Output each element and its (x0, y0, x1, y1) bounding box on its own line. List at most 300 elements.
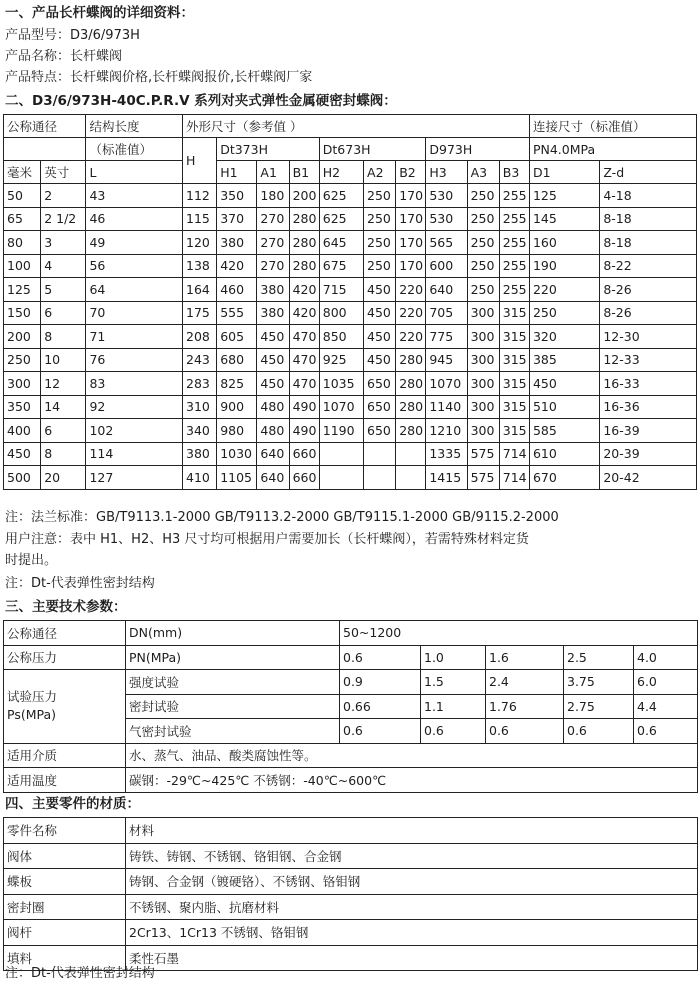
table-cell: 243 (183, 348, 217, 372)
pn-value: 1.6 (486, 645, 564, 670)
table-row (4, 894, 698, 920)
table-cell: 670 (529, 466, 599, 490)
table-cell: 170 (396, 254, 426, 278)
h3-header: H3 (426, 161, 467, 184)
l-header: L (86, 161, 183, 184)
table-cell: 640 (426, 278, 467, 302)
table-cell: 127 (86, 466, 183, 490)
table-row (4, 843, 698, 869)
table-cell: 450 (4, 442, 41, 466)
outline-header: 外形尺寸（参考值 ） (183, 115, 530, 138)
table-cell (396, 466, 426, 490)
table-cell: 775 (426, 325, 467, 349)
table-cell: 450 (257, 372, 289, 396)
table-cell: 164 (183, 278, 217, 302)
seal-label: 密封试验 (126, 694, 340, 719)
table-cell: 4 (41, 254, 86, 278)
b3-header: B3 (499, 161, 529, 184)
table-cell: 660 (289, 442, 319, 466)
table-cell: 114 (86, 442, 183, 466)
table-cell: 83 (86, 372, 183, 396)
table-cell: 255 (499, 231, 529, 255)
table-cell: 650 (364, 419, 396, 443)
table-header-row (4, 161, 697, 184)
table-cell: 250 (364, 184, 396, 208)
table-cell: 250 (529, 301, 599, 325)
dt673-header: Dt673H (319, 138, 426, 161)
table-cell: 220 (529, 278, 599, 302)
table-cell: 280 (396, 372, 426, 396)
table-cell: 380 (217, 231, 257, 255)
table-row (4, 442, 697, 466)
table-cell: 825 (217, 372, 257, 396)
table-cell: 280 (289, 254, 319, 278)
table-cell: 645 (319, 231, 363, 255)
table-row (4, 621, 698, 646)
table-row (4, 419, 697, 443)
table-cell: 180 (257, 184, 289, 208)
table-cell: 510 (529, 395, 599, 419)
pressure-label: 公称压力 (4, 645, 126, 670)
air-value: 0.6 (486, 719, 564, 744)
table-cell: 400 (4, 419, 41, 443)
table-cell: 270 (257, 207, 289, 231)
table-cell: 208 (183, 325, 217, 349)
table-cell: 138 (183, 254, 217, 278)
struct-len-header: 结构长度 (86, 115, 183, 138)
table-cell: 470 (289, 325, 319, 349)
seal-value: 1.76 (486, 694, 564, 719)
table-cell: 380 (183, 442, 217, 466)
table-cell: 925 (319, 348, 363, 372)
d973-header: D973H (426, 138, 530, 161)
table-cell: 350 (4, 395, 41, 419)
table-cell: 320 (529, 325, 599, 349)
table-cell: 250 (364, 254, 396, 278)
h2-header: H2 (319, 161, 363, 184)
inch-header: 英寸 (41, 161, 86, 184)
product-name: 产品名称：长杆蝶阀 (5, 49, 123, 64)
table-row (4, 325, 697, 349)
table-cell: 50 (4, 184, 41, 208)
table-cell: 200 (289, 184, 319, 208)
table-cell: 450 (364, 325, 396, 349)
h-header: H (183, 138, 217, 184)
strength-value: 3.75 (564, 670, 634, 695)
table-row (4, 466, 697, 490)
table-cell: 125 (4, 278, 41, 302)
table-cell: 80 (4, 231, 41, 255)
table-cell: 8-18 (600, 231, 697, 255)
table-cell: 102 (86, 419, 183, 443)
table-cell: 300 (467, 372, 499, 396)
table-cell: 410 (183, 466, 217, 490)
table-cell: 280 (289, 207, 319, 231)
pn-value: 0.6 (340, 645, 421, 670)
table-cell: 115 (183, 207, 217, 231)
section4-title: 四、主要零件的材质： (5, 796, 140, 812)
table-cell: 1105 (217, 466, 257, 490)
table-cell: 575 (467, 466, 499, 490)
table-cell: 250 (364, 231, 396, 255)
table-cell: 625 (319, 207, 363, 231)
table-cell: 420 (289, 301, 319, 325)
table-cell: 1335 (426, 442, 467, 466)
table-row (4, 743, 698, 768)
user-notice: 用户注意：表中 H1、H2、H3 尺寸均可根据用户需要加长（长杆蝶阀），若需特殊材料定货 (5, 532, 529, 547)
a2-header: A2 (364, 161, 396, 184)
table-cell: 10 (41, 348, 86, 372)
air-value: 0.6 (564, 719, 634, 744)
table-cell: 20-39 (600, 442, 697, 466)
table-row (4, 301, 697, 325)
table-cell: 8-18 (600, 207, 697, 231)
b2-header: B2 (396, 161, 426, 184)
table-cell: 8-26 (600, 301, 697, 325)
table-row (4, 645, 698, 670)
table-cell: 5 (41, 278, 86, 302)
table-row (4, 768, 698, 793)
dt-note: 注：Dt-代表弹性密封结构 (5, 576, 155, 591)
table-cell: 160 (529, 231, 599, 255)
table-cell: 675 (319, 254, 363, 278)
dimension-table (3, 114, 697, 490)
table-cell: 420 (217, 254, 257, 278)
table-row (4, 869, 698, 895)
table-cell: 625 (319, 184, 363, 208)
table-cell: 450 (257, 325, 289, 349)
table-cell: 270 (257, 254, 289, 278)
table-cell: 650 (364, 395, 396, 419)
part-name-cell: 阀杆 (4, 920, 126, 946)
strength-label: 强度试验 (126, 670, 340, 695)
table-cell: 43 (86, 184, 183, 208)
material-cell: 铸钢、合金钢（镀硬铬）、不锈钢、铬钼钢 (126, 869, 698, 895)
table-cell: 65 (4, 207, 41, 231)
air-value: 0.6 (421, 719, 486, 744)
table-cell: 6 (41, 301, 86, 325)
a3-header: A3 (467, 161, 499, 184)
mm-header: 毫米 (4, 161, 41, 184)
table-cell: 16-33 (600, 372, 697, 396)
table-cell: 470 (289, 372, 319, 396)
table-cell: 3 (41, 231, 86, 255)
table-cell: 315 (499, 419, 529, 443)
medium-label: 适用介质 (4, 743, 126, 768)
table-cell: 714 (499, 442, 529, 466)
table-cell: 250 (4, 348, 41, 372)
table-cell: 280 (289, 231, 319, 255)
table-cell: 600 (426, 254, 467, 278)
table-cell: 8 (41, 442, 86, 466)
pn-value: 4.0 (634, 645, 698, 670)
table-cell: 255 (499, 278, 529, 302)
table-cell: 220 (396, 278, 426, 302)
table-cell: 800 (319, 301, 363, 325)
table-cell: 300 (467, 419, 499, 443)
table-cell: 300 (4, 372, 41, 396)
table-cell: 575 (467, 442, 499, 466)
table-cell (364, 466, 396, 490)
air-value: 0.6 (634, 719, 698, 744)
medium-value: 水、蒸气、油品、酸类腐蚀性等。 (126, 743, 698, 768)
part-name-cell: 密封圈 (4, 894, 126, 920)
table-cell: 555 (217, 301, 257, 325)
product-features: 产品特点：长杆蝶阀价格,长杆蝶阀报价,长杆蝶阀厂家 (5, 70, 313, 85)
table-cell: 46 (86, 207, 183, 231)
material-cell: 铸铁、铸钢、不锈钢、铬钼钢、合金钢 (126, 843, 698, 869)
table-cell: 340 (183, 419, 217, 443)
pn-value: 1.0 (421, 645, 486, 670)
table-cell: 12-33 (600, 348, 697, 372)
table-header-row (4, 138, 697, 161)
material-note: 注：Dt-代表弹性密封结构 (5, 966, 155, 981)
table-cell: 480 (257, 419, 289, 443)
table-cell: 12 (41, 372, 86, 396)
strength-value: 2.4 (486, 670, 564, 695)
table-cell: 20 (41, 466, 86, 490)
table-cell: 76 (86, 348, 183, 372)
table-row (4, 920, 698, 946)
table-cell: 300 (467, 348, 499, 372)
table-cell: 350 (217, 184, 257, 208)
table-cell: 170 (396, 184, 426, 208)
table-cell: 900 (217, 395, 257, 419)
table-row (4, 231, 697, 255)
h1-header: H1 (217, 161, 257, 184)
tech-param-table (3, 620, 698, 793)
table-cell: 315 (499, 325, 529, 349)
table-cell: 280 (396, 419, 426, 443)
table-cell: 16-39 (600, 419, 697, 443)
table-cell: 715 (319, 278, 363, 302)
table-cell: 370 (217, 207, 257, 231)
table-cell: 255 (499, 207, 529, 231)
table-cell: 250 (364, 207, 396, 231)
table-cell: 2 1/2 (41, 207, 86, 231)
dn-label: DN(mm) (126, 621, 340, 646)
table-cell: 120 (183, 231, 217, 255)
table-cell: 530 (426, 207, 467, 231)
section1-title: 一、产品长杆蝶阀的详细资料： (5, 5, 194, 21)
part-header: 零件名称 (4, 818, 126, 844)
temp-value: 碳钢：-29℃~425℃ 不锈钢：-40℃~600℃ (126, 768, 698, 793)
table-cell: 310 (183, 395, 217, 419)
table-cell: 2 (41, 184, 86, 208)
strength-value: 6.0 (634, 670, 698, 695)
table-cell: 49 (86, 231, 183, 255)
table-cell (364, 442, 396, 466)
table-cell: 565 (426, 231, 467, 255)
section3-title: 三、主要技术参数： (5, 599, 127, 615)
table-cell (396, 442, 426, 466)
table-cell: 1070 (426, 372, 467, 396)
material-table (3, 817, 698, 971)
table-cell: 56 (86, 254, 183, 278)
user-notice-cont: 时提出。 (5, 553, 58, 568)
std-header: （标准值） (86, 138, 183, 161)
table-cell: 1210 (426, 419, 467, 443)
nominal-header-cont (4, 138, 86, 161)
table-cell: 170 (396, 207, 426, 231)
air-value: 0.6 (340, 719, 421, 744)
table-cell: 270 (257, 231, 289, 255)
table-cell: 125 (529, 184, 599, 208)
table-cell: 605 (217, 325, 257, 349)
table-cell: 945 (426, 348, 467, 372)
table-cell: 315 (499, 348, 529, 372)
table-cell: 8 (41, 325, 86, 349)
table-cell: 150 (4, 301, 41, 325)
table-cell: 450 (364, 278, 396, 302)
table-cell (319, 466, 363, 490)
table-cell: 1190 (319, 419, 363, 443)
flange-standard-note: 注：法兰标准：GB/T9113.1-2000 GB/T9113.2-2000 GB/T9115.1-2000 GB/9115.2-2000 (5, 510, 559, 525)
seal-value: 2.75 (564, 694, 634, 719)
table-cell: 250 (467, 207, 499, 231)
table-cell: 145 (529, 207, 599, 231)
table-cell: 6 (41, 419, 86, 443)
table-cell: 470 (289, 348, 319, 372)
table-cell: 300 (467, 301, 499, 325)
table-cell: 170 (396, 231, 426, 255)
table-cell: 250 (467, 278, 499, 302)
table-cell: 530 (426, 184, 467, 208)
zd-header: Z-d (600, 161, 697, 184)
b1-header: B1 (289, 161, 319, 184)
d1-header: D1 (529, 161, 599, 184)
table-cell: 8-22 (600, 254, 697, 278)
table-cell: 200 (4, 325, 41, 349)
table-row (4, 207, 697, 231)
test-label-line2: Ps(MPa) (7, 707, 57, 723)
table-cell: 650 (364, 372, 396, 396)
table-row (4, 395, 697, 419)
nominal-header: 公称通径 (4, 115, 86, 138)
table-row (4, 278, 697, 302)
table-cell: 1070 (319, 395, 363, 419)
table-cell: 250 (467, 184, 499, 208)
table-cell: 255 (499, 254, 529, 278)
part-name-cell: 蝶板 (4, 869, 126, 895)
strength-value: 1.5 (421, 670, 486, 695)
table-cell: 280 (396, 348, 426, 372)
table-cell: 660 (289, 466, 319, 490)
pn-value: 2.5 (564, 645, 634, 670)
table-cell: 280 (396, 395, 426, 419)
table-cell: 4-18 (600, 184, 697, 208)
table-cell: 112 (183, 184, 217, 208)
table-cell: 480 (257, 395, 289, 419)
strength-value: 0.9 (340, 670, 421, 695)
air-label: 气密封试验 (126, 719, 340, 744)
material-cell: 不锈钢、聚内脂、抗磨材料 (126, 894, 698, 920)
table-cell: 450 (257, 348, 289, 372)
table-cell: 315 (499, 372, 529, 396)
table-cell (319, 442, 363, 466)
table-cell: 92 (86, 395, 183, 419)
table-row (4, 818, 698, 844)
test-pressure-label (4, 670, 126, 744)
table-cell: 175 (183, 301, 217, 325)
test-label-line1: 试验压力 (7, 689, 58, 705)
table-cell: 640 (257, 442, 289, 466)
table-row (4, 372, 697, 396)
nominal-label: 公称通径 (4, 621, 126, 646)
part-name-cell: 阀体 (4, 843, 126, 869)
table-cell: 283 (183, 372, 217, 396)
table-cell: 610 (529, 442, 599, 466)
material-cell: 柔性石墨 (126, 945, 698, 971)
table-cell: 100 (4, 254, 41, 278)
seal-value: 4.4 (634, 694, 698, 719)
table-cell: 300 (467, 325, 499, 349)
table-row (4, 670, 698, 695)
table-cell: 71 (86, 325, 183, 349)
table-cell: 255 (499, 184, 529, 208)
conn-header: 连接尺寸（标准值） (529, 115, 696, 138)
table-cell: 380 (257, 278, 289, 302)
table-cell: 500 (4, 466, 41, 490)
table-row (4, 348, 697, 372)
table-cell: 450 (529, 372, 599, 396)
table-cell: 8-26 (600, 278, 697, 302)
table-cell: 490 (289, 419, 319, 443)
temp-label: 适用温度 (4, 768, 126, 793)
table-cell: 20-42 (600, 466, 697, 490)
table-cell: 250 (467, 254, 499, 278)
table-cell: 315 (499, 301, 529, 325)
table-cell: 1140 (426, 395, 467, 419)
dn-value: 50~1200 (340, 621, 698, 646)
table-cell: 12-30 (600, 325, 697, 349)
table-cell: 420 (289, 278, 319, 302)
table-cell: 300 (467, 395, 499, 419)
table-cell: 450 (364, 301, 396, 325)
seal-value: 1.1 (421, 694, 486, 719)
table-cell: 1415 (426, 466, 467, 490)
table-cell: 220 (396, 325, 426, 349)
table-cell: 1035 (319, 372, 363, 396)
table-cell: 1030 (217, 442, 257, 466)
material-header: 材料 (126, 818, 698, 844)
table-cell: 460 (217, 278, 257, 302)
table-cell: 850 (319, 325, 363, 349)
table-cell: 16-36 (600, 395, 697, 419)
pn-label: PN(MPa) (126, 645, 340, 670)
part-name-cell: 填料 (4, 945, 126, 971)
table-cell: 980 (217, 419, 257, 443)
table-cell: 220 (396, 301, 426, 325)
table-row (4, 254, 697, 278)
table-cell: 14 (41, 395, 86, 419)
section2-title: 二、D3/6/973H-40C.P.R.V 系列对夹式弹性金属硬密封蝶阀： (5, 93, 397, 109)
table-header-row (4, 115, 697, 138)
a1-header: A1 (257, 161, 289, 184)
table-cell: 450 (364, 348, 396, 372)
table-cell: 385 (529, 348, 599, 372)
pn-header: PN4.0MPa (529, 138, 696, 161)
table-cell: 190 (529, 254, 599, 278)
dt373-header: Dt373H (217, 138, 320, 161)
table-cell: 250 (467, 231, 499, 255)
table-cell: 64 (86, 278, 183, 302)
material-cell: 2Cr13、1Cr13 不锈钢、铬钼钢 (126, 920, 698, 946)
table-cell: 315 (499, 395, 529, 419)
table-cell: 70 (86, 301, 183, 325)
table-cell: 490 (289, 395, 319, 419)
table-cell: 380 (257, 301, 289, 325)
